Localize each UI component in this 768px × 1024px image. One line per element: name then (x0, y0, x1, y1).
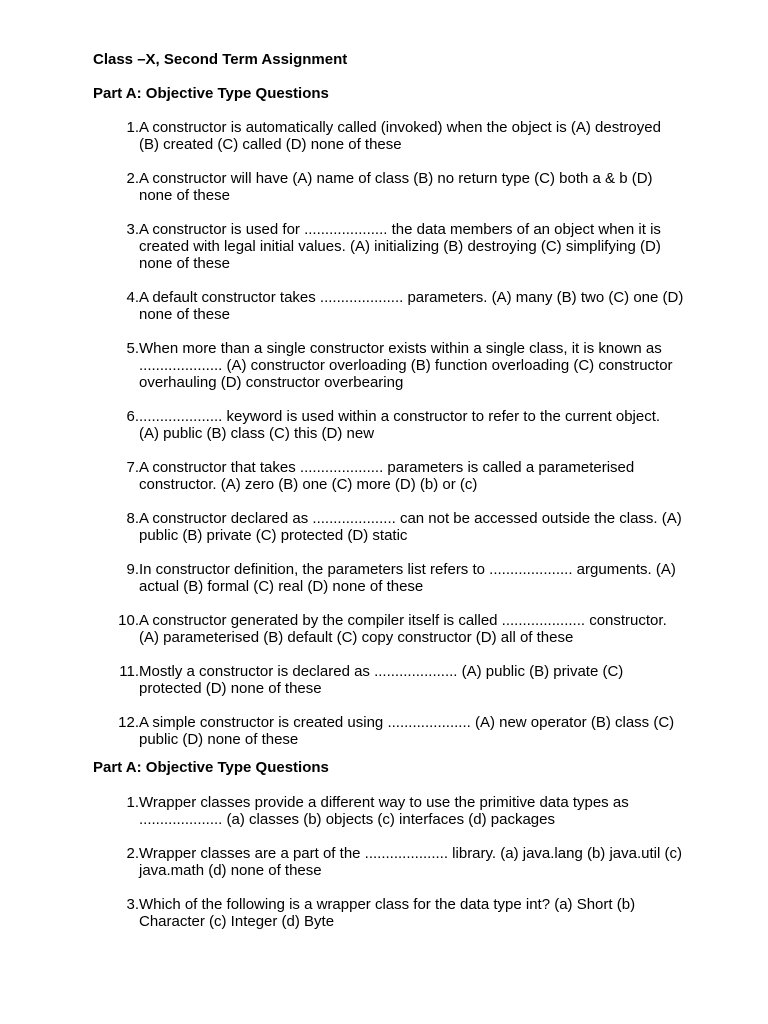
question-item (93, 561, 693, 595)
question-text: Mostly a constructor is declared as .................... (A) public (B) private (C) protected (D) none of these (139, 663, 624, 697)
question-number: 7. (126, 459, 139, 476)
question-number: 5. (126, 340, 139, 357)
question-number: 1. (126, 794, 139, 811)
question-number: 3. (126, 221, 139, 238)
question-number: 2. (126, 170, 139, 187)
question-item (93, 510, 693, 544)
question-number: 10. (118, 612, 139, 629)
question-item (93, 289, 693, 323)
question-number: 6. (126, 408, 139, 425)
question-text: When more than a single constructor exists within a single class, it is known as .................... (A) constructor overloading (B) function overloading (C) constructor overhauling (D) constructor overbearing (139, 340, 673, 391)
question-item (93, 459, 693, 493)
question-text: A constructor is used for .................... the data members of an object when it is created with legal initial values. (A) initializing (B) destroying (C) simplifying (D) none of these (139, 221, 661, 272)
question-text: A simple constructor is created using .................... (A) new operator (B) class (C) public (D) none of these (139, 714, 675, 748)
question-item (93, 340, 693, 391)
question-list (93, 794, 693, 947)
question-item (93, 119, 693, 153)
question-number: 2. (126, 845, 139, 862)
section-heading: Part A: Objective Type Questions (93, 85, 329, 102)
question-number: 11. (119, 663, 139, 680)
question-text: Wrapper classes are a part of the .................... library. (a) java.lang (b) java.util (c) java.math (d) none of these (139, 845, 682, 879)
question-list (93, 119, 693, 765)
question-item (93, 663, 693, 697)
question-text: In constructor definition, the parameters list refers to .................... arguments. (A) actual (B) formal (C) real (D) none of these (139, 561, 676, 595)
question-number: 1. (126, 119, 139, 136)
section-heading: Part A: Objective Type Questions (93, 759, 329, 776)
question-text: A constructor is automatically called (invoked) when the object is (A) destroyed (B) created (C) called (D) none of these (139, 119, 661, 153)
question-number: 3. (126, 896, 139, 913)
question-number: 8. (126, 510, 139, 527)
question-item (93, 714, 693, 748)
question-item (93, 896, 693, 930)
question-item (93, 408, 693, 442)
question-item (93, 221, 693, 272)
question-text: A constructor will have (A) name of class (B) no return type (C) both a & b (D) none of these (139, 170, 653, 204)
question-number: 9. (126, 561, 139, 578)
question-text: A constructor declared as .................... can not be accessed outside the class. (A) public (B) private (C) protected (D) static (139, 510, 682, 544)
question-item (93, 794, 693, 828)
question-number: 4. (126, 289, 139, 306)
question-text: A constructor generated by the compiler itself is called .................... constructor. (A) parameterised (B) default (C) copy constructor (D) all of these (139, 612, 667, 646)
question-text: Wrapper classes provide a different way to use the primitive data types as .................... (a) classes (b) objects (c) interfaces (d) packages (139, 794, 629, 828)
question-number: 12. (118, 714, 139, 731)
question-text: A constructor that takes .................... parameters is called a parameterised constructor. (A) zero (B) one (C) more (D) (b) or (c) (139, 459, 635, 493)
question-item (93, 612, 693, 646)
question-text: .................... keyword is used within a constructor to refer to the current object. (A) public (B) class (C) this (D) new (139, 408, 661, 442)
document-title: Class –X, Second Term Assignment (93, 51, 348, 68)
question-text: A default constructor takes .................... parameters. (A) many (B) two (C) one (D) none of these (139, 289, 684, 323)
question-item (93, 170, 693, 204)
question-text: Which of the following is a wrapper class for the data type int? (a) Short (b) Character (c) Integer (d) Byte (139, 896, 636, 930)
question-item (93, 845, 693, 879)
